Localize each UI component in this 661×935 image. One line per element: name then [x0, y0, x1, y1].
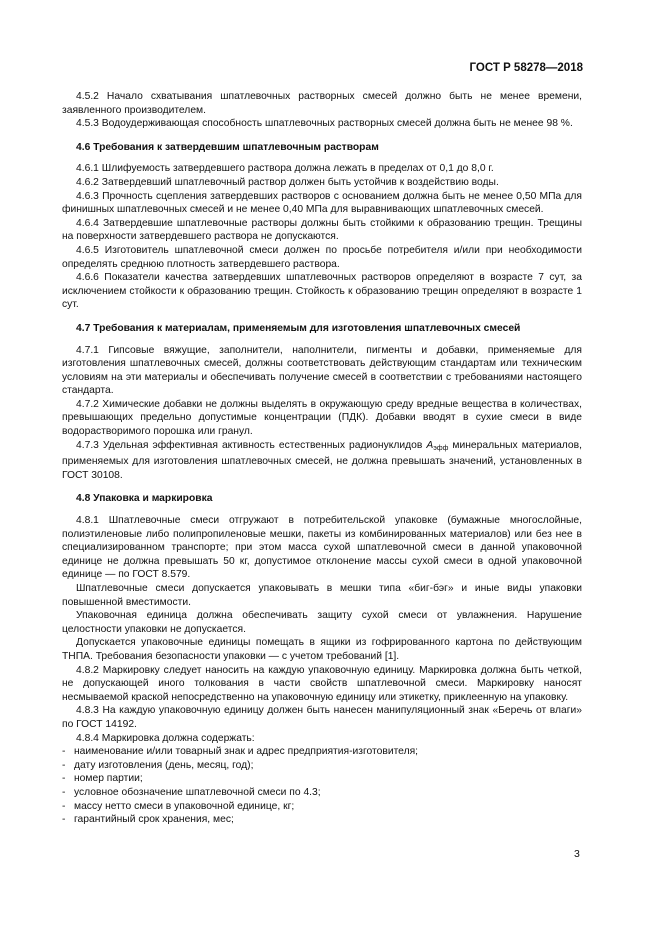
activity-subscript: эфф	[433, 444, 449, 452]
list-item	[62, 786, 582, 800]
list-dash: -	[62, 786, 66, 798]
list-item-text: наименование и/или товарный знак и адрес предприятия-изготовителя;	[74, 746, 419, 758]
list-dash: -	[62, 800, 66, 812]
list-item-text: номер партии;	[74, 773, 143, 785]
paragraph-4-7-1: 4.7.1 Гипсовые вяжущие, заполнители, наполнители, пигменты и добавки, применяемые для изготовления шпатлевочных смесей, должны соответствовать действующим стандартам или техническим условиям на эти материалы и обеспечивать получение смесей в соответствии с требованиями настоящего стандарта.	[62, 344, 582, 397]
paragraph-4-8-3: 4.8.3 На каждую упаковочную единицу должен быть нанесен манипуляционный знак «Беречь от влаги» по ГОСТ 14192.	[62, 705, 582, 730]
list-item	[62, 745, 582, 759]
list-item-text: массу нетто смеси в упаковочной единице, кг;	[74, 800, 295, 812]
paragraph-4-6-5: 4.6.5 Изготовитель шпатлевочной смеси должен по просьбе потребителя и/или при необходимости определять среднюю плотность затвердевшего раствора.	[62, 244, 582, 270]
paragraph-4-7-2: 4.7.2 Химические добавки не должны выделять в окружающую среду вредные вещества в количествах, превышающих предельно допустимые концентрации (ПДК). Добавки вводят в сухие смеси в виде водорастворимого порошка или гранул.	[62, 398, 582, 438]
paragraph-4-6-4: 4.6.4 Затвердевшие шпатлевочные растворы должны быть стойкими к образованию трещин. Трещины на поверхности затвердевшего раствора не допускаются.	[62, 217, 582, 243]
list-dash: -	[62, 746, 66, 758]
section-heading-4-7: 4.7 Требования к материалам, применяемым для изготовления шпатлевочных смесей	[76, 322, 521, 334]
paragraph-4-6-1: 4.6.1 Шлифуемость затвердевшего раствора должна лежать в пределах от 0,1 до 8,0 г.	[76, 163, 494, 175]
document-header: ГОСТ Р 58278—2018	[469, 62, 583, 74]
paragraph-4-7-3-text-b: минеральных материалов, применяемых для изготовления шпатлевочных смесей, не должна превышать значений, установленных в ГОСТ 30108.	[62, 439, 582, 481]
list-item	[62, 813, 582, 827]
section-heading-4-6: 4.6 Требования к затвердевшим шпатлевочным растворам	[76, 141, 379, 153]
list-item	[62, 759, 582, 773]
paragraph-4-5-3: 4.5.3 Водоудерживающая способность шпатлевочных растворных смесей должна быть не менее 98 %.	[76, 118, 573, 130]
list-item	[62, 800, 582, 814]
paragraph-4-6-2: 4.6.2 Затвердевший шпатлевочный раствор должен быть устойчив к воздействию воды.	[76, 176, 499, 188]
paragraph-4-5-2: 4.5.2 Начало схватывания шпатлевочных растворных смесей должно быть не менее времени, заявленного производителем.	[62, 91, 582, 116]
page-body	[62, 90, 582, 827]
paragraph-4-8-1-b: Шпатлевочные смеси допускается упаковывать в мешки типа «биг-бэг» и иные виды упаковки повышенной вместимости.	[62, 583, 582, 608]
list-item-text: условное обозначение шпатлевочной смеси по 4.3;	[74, 786, 321, 798]
list-item	[62, 772, 582, 786]
paragraph-4-7-3-text-a: 4.7.3 Удельная эффективная активность естественных радионуклидов	[76, 439, 427, 451]
paragraph-4-7-3	[62, 439, 582, 483]
paragraph-4-6-6: 4.6.6 Показатели качества затвердевших шпатлевочных растворов определяют в возрасте 7 сут, за исключением стойкости к образованию трещин. Стойкость к образованию трещин определяют в возрасте 1 сут.	[62, 272, 582, 311]
paragraph-4-8-1: 4.8.1 Шпатлевочные смеси отгружают в потребительской упаковке (бумажные многослойные, полиэтиленовые либо полипропиленовые мешки, пакеты из комбинированных материалов) или без нее в специализированном транспорте; при этом масса сухой шпатлевочной смеси в данной упаковочной единице не должна превышать 50 кг, допустимое отклонение массы сухой смеси в одной упаковочной единице — по ГОСТ 8.579.	[62, 515, 582, 581]
paragraph-4-8-2: 4.8.2 Маркировку следует наносить на каждую упаковочную единицу. Маркировка должна быть четкой, не допускающей иного толкования в части свойств шпатлевочной смеси. Маркировку наносят несмываемой краской непосредственно на упаковочную единицу или этикетку, приклеенную на упаковку.	[62, 664, 582, 703]
activity-symbol: A	[426, 439, 434, 451]
paragraph-4-8-1-c: Упаковочная единица должна обеспечивать защиту сухой смеси от увлажнения. Нарушение целостности упаковки не допускается.	[62, 610, 582, 635]
paragraph-4-8-4: 4.8.4 Маркировка должна содержать:	[76, 732, 255, 744]
marking-list	[62, 745, 582, 827]
list-dash: -	[62, 773, 66, 785]
list-dash: -	[62, 814, 66, 826]
section-heading-4-8: 4.8 Упаковка и маркировка	[76, 493, 213, 505]
paragraph-4-6-3: 4.6.3 Прочность сцепления затвердевших растворов с основанием должна быть не менее 0,50 МПа для финишных шпатлевочных смесей и не менее 0,40 МПа для выравнивающих шпатлевочных смесей.	[62, 190, 582, 216]
list-item-text: гарантийный срок хранения, мес;	[74, 814, 234, 826]
page-number: 3	[574, 848, 580, 860]
list-dash: -	[62, 759, 66, 771]
paragraph-4-8-1-d: Допускается упаковочные единицы помещать в ящики из гофрированного картона по действующим ТНПА. Требования безопасности упаковки — с учетом требований [1].	[62, 637, 582, 662]
list-item-text: дату изготовления (день, месяц, год);	[74, 759, 254, 771]
